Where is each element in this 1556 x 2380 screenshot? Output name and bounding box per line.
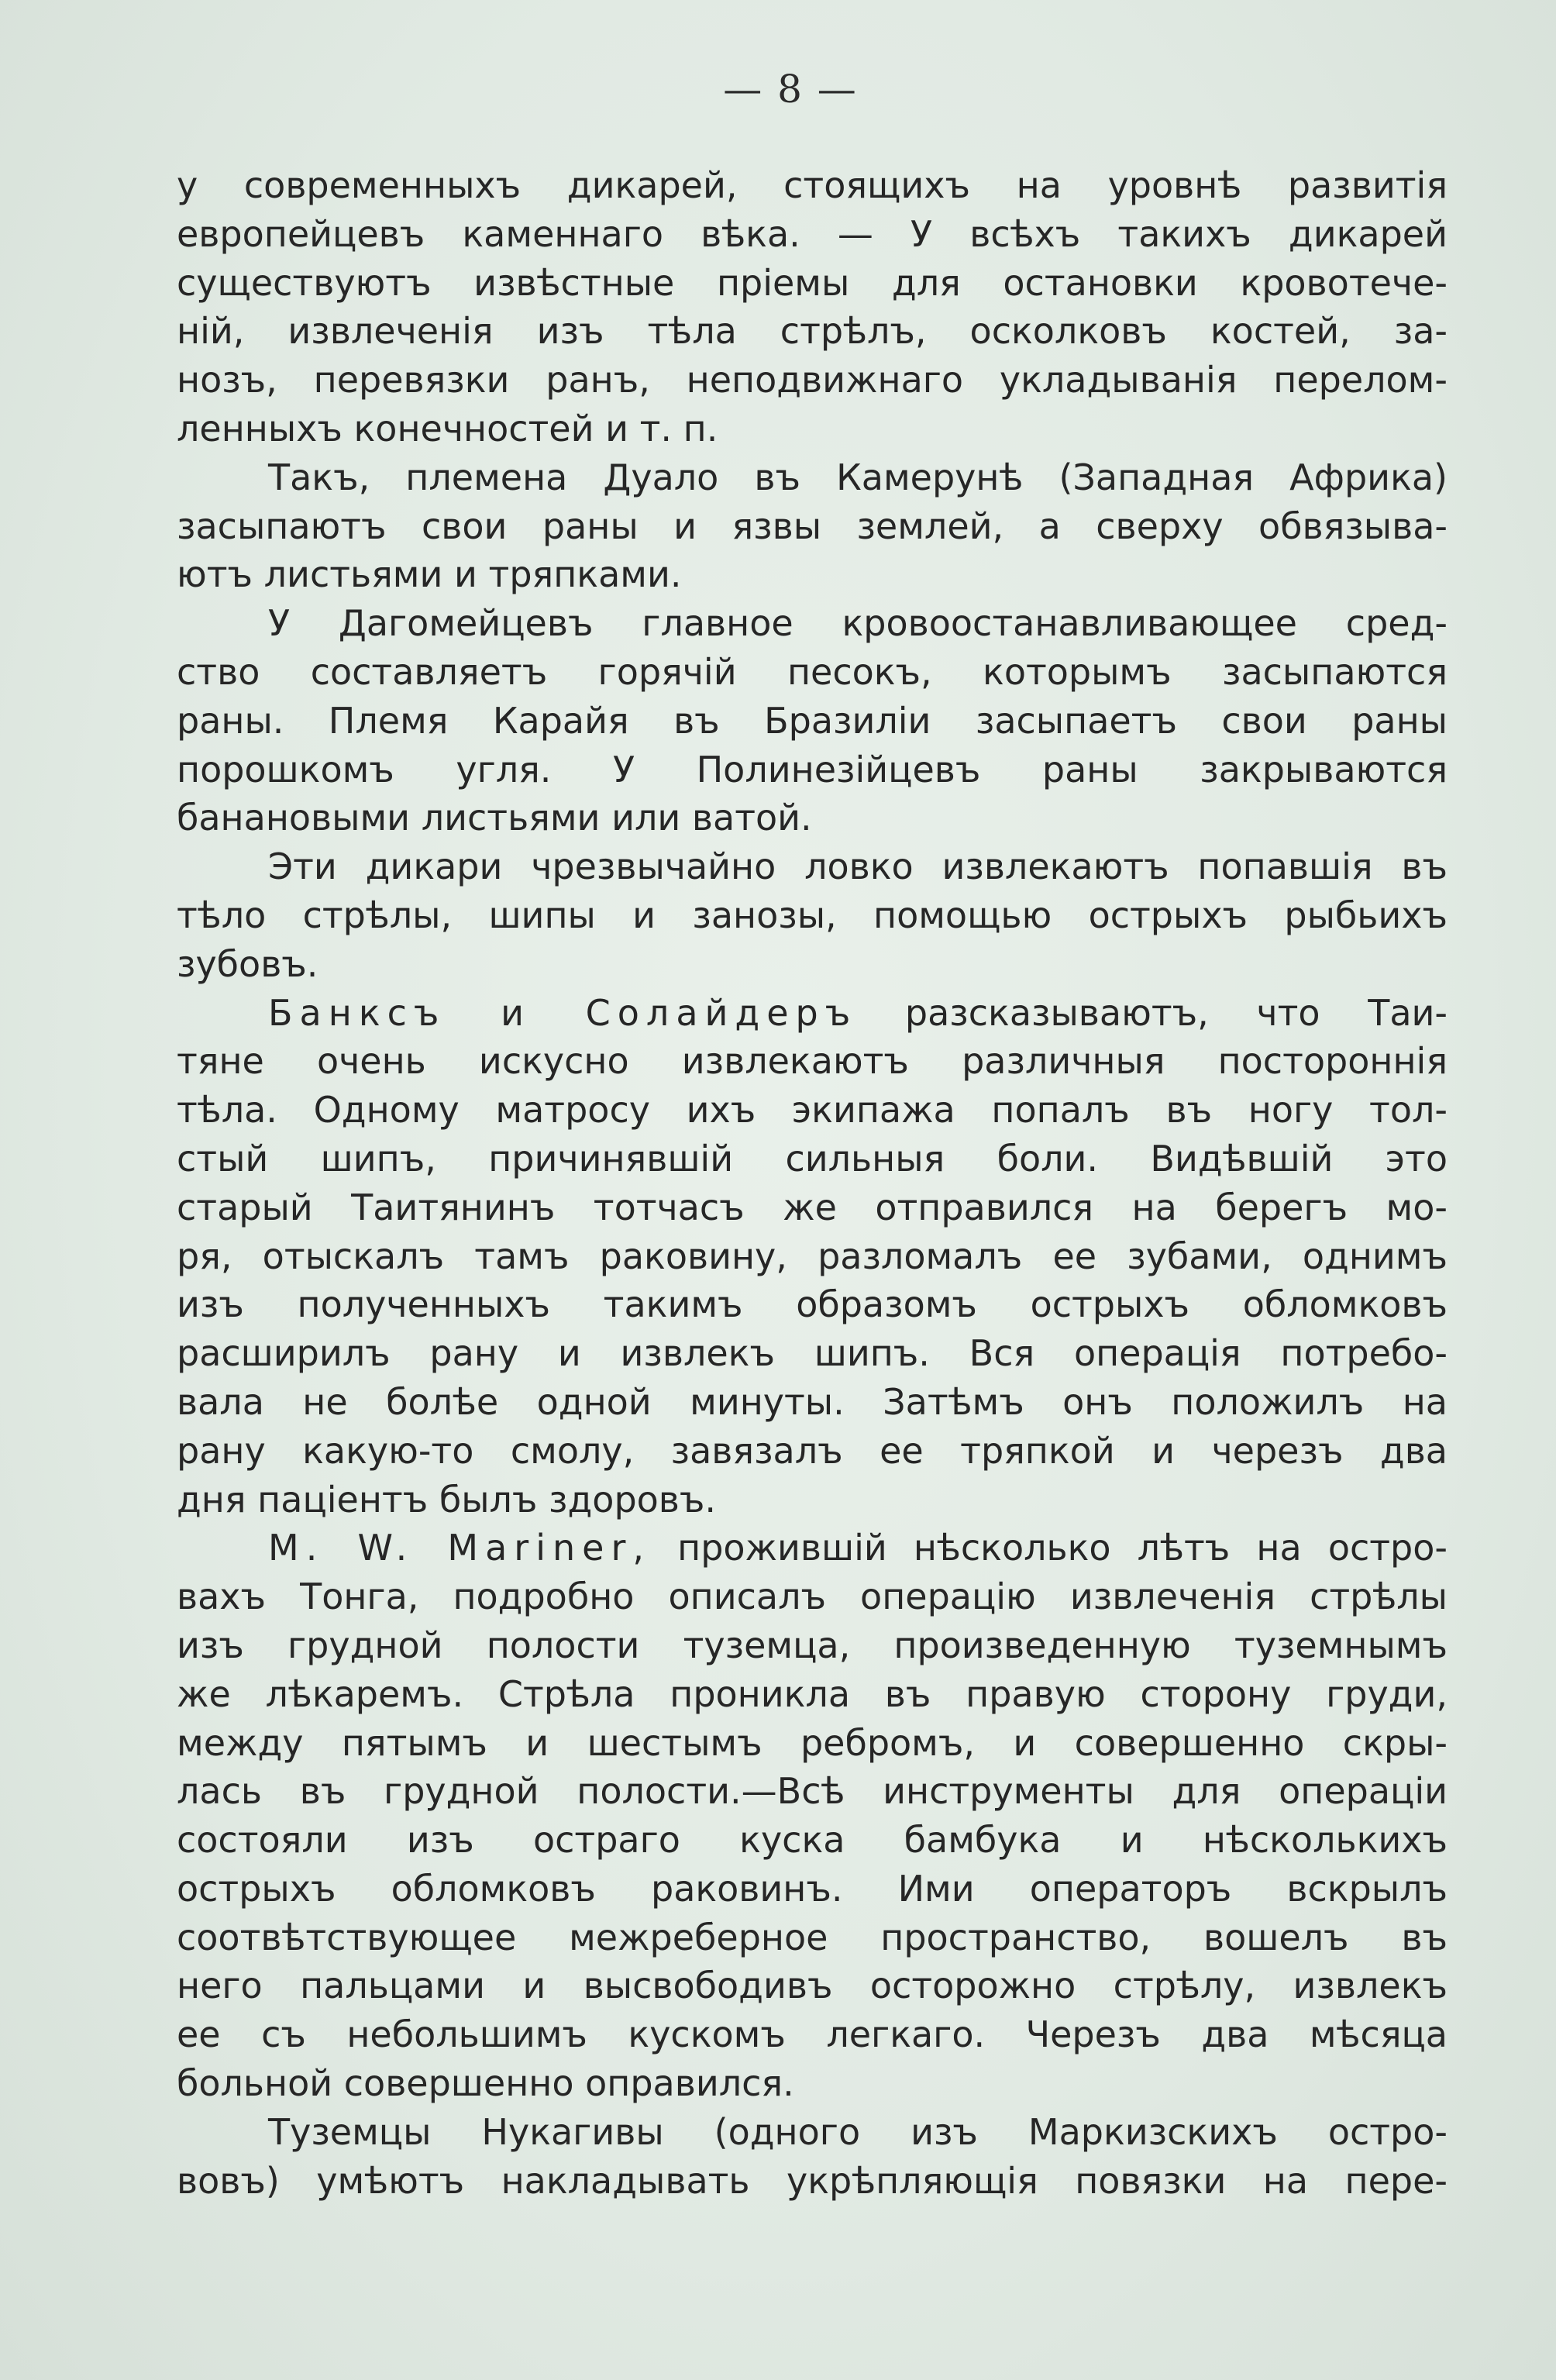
text-line: вала не болѣе одной минуты. Затѣмъ онъ положилъ на xyxy=(177,1380,1448,1423)
text-line: стый шипъ, причинявшій сильныя боли. Видѣвшій это xyxy=(177,1137,1448,1180)
text-line: Такъ, племена Дуало въ Камерунѣ (Западная Африка) xyxy=(268,456,1448,498)
text-line: расширилъ рану и извлекъ шипъ. Вся операція потребо- xyxy=(177,1332,1448,1375)
text-line: старый Таитянинъ тотчасъ же отправился на берегъ мо- xyxy=(177,1186,1448,1228)
paragraph xyxy=(177,161,1448,453)
text-line: тѣло стрѣлы, шипы и занозы, помощью острыхъ рыбьихъ xyxy=(177,894,1448,936)
text-line: засыпаютъ свои раны и язвы землей, а сверху обвязыва- xyxy=(177,505,1448,547)
text-line: ее съ небольшимъ кускомъ легкаго. Черезъ два мѣсяца xyxy=(177,2013,1448,2056)
text-line: У Дагомейцевъ главное кровоостанавливающее сред- xyxy=(268,602,1448,645)
paragraph xyxy=(177,842,1448,988)
paragraph xyxy=(177,599,1448,842)
paragraph xyxy=(177,2108,1448,2206)
text-line xyxy=(177,989,1448,1038)
text-line: него пальцами и высвободивъ осторожно стрѣлу, извлекъ xyxy=(177,1965,1448,2007)
text-line: нозъ, перевязки ранъ, неподвижнаго укладыванія перелом- xyxy=(177,359,1448,401)
spaced-names: Банксъ и Солайдеръ xyxy=(268,991,858,1034)
text-line: у современныхъ дикарей, стоящихъ на уровнѣ развитія xyxy=(177,164,1448,206)
text-line: вовъ) умѣютъ накладывать укрѣпляющія повязки на пере- xyxy=(177,2159,1448,2202)
text-line: зубовъ. xyxy=(177,942,318,985)
text-line: соотвѣтствующее межреберное пространство, вошелъ въ xyxy=(177,1916,1448,1958)
text-line: дня паціентъ былъ здоровъ. xyxy=(177,1478,717,1521)
text-line: острыхъ обломковъ раковинъ. Ими операторъ вскрылъ xyxy=(177,1867,1448,1910)
text-line: изъ грудной полости туземца, произведенную туземнымъ xyxy=(177,1624,1448,1666)
text-line: существуютъ извѣстные пріемы для остановки кровотече- xyxy=(177,261,1448,304)
text-line: изъ полученныхъ такимъ образомъ острыхъ обломковъ xyxy=(177,1283,1448,1326)
text-line: ленныхъ конечностей и т. п. xyxy=(177,407,718,449)
text-line: между пятымъ и шестымъ ребромъ, и совершенно скры- xyxy=(177,1721,1448,1764)
text-line: Туземцы Нукагивы (одного изъ Маркизскихъ остро- xyxy=(268,2110,1448,2153)
paragraph xyxy=(177,1524,1448,2108)
text-line: ря, отыскалъ тамъ раковину, разломалъ ее зубами, однимъ xyxy=(177,1235,1448,1277)
body-text xyxy=(177,161,1448,2205)
text-line: раны. Племя Карайя въ Бразиліи засыпаетъ свои раны xyxy=(177,699,1448,742)
text-line: ство составляетъ горячій песокъ, которымъ засыпаются xyxy=(177,650,1448,693)
text-line: европейцевъ каменнаго вѣка. — У всѣхъ такихъ дикарей xyxy=(177,212,1448,255)
text-line: тѣла. Одному матросу ихъ экипажа попалъ въ ногу тол- xyxy=(177,1089,1448,1131)
text-line: порошкомъ угля. У Полинезійцевъ раны закрываются xyxy=(177,748,1448,790)
paragraph xyxy=(177,989,1448,1524)
text-line: Эти дикари чрезвычайно ловко извлекаютъ попавшія въ xyxy=(268,846,1448,888)
spaced-author-name: M. W. Mariner, xyxy=(268,1527,651,1569)
text-line: вахъ Тонга, подробно описалъ операцію извлеченія стрѣлы xyxy=(177,1576,1448,1618)
text-line xyxy=(177,1524,1448,1572)
text-line: больной совершенно оправился. xyxy=(177,2062,794,2105)
text-fragment: прожившій нѣсколько лѣтъ на остро- xyxy=(677,1527,1448,1569)
text-line: состояли изъ остраго куска бамбука и нѣсколькихъ xyxy=(177,1819,1448,1862)
text-line: тяне очень искусно извлекаютъ различныя постороннія xyxy=(177,1040,1448,1083)
text-line: банановыми листьями или ватой. xyxy=(177,797,812,839)
text-line: ній, извлеченія изъ тѣла стрѣлъ, осколковъ костей, за- xyxy=(177,310,1448,353)
text-fragment: разсказываютъ, что Таи- xyxy=(904,991,1448,1034)
text-line: лась въ грудной полости.—Всѣ инструменты для операціи xyxy=(177,1770,1448,1813)
text-line: рану какую-то смолу, завязалъ ее тряпкой и черезъ два xyxy=(177,1429,1448,1472)
text-line: же лѣкаремъ. Стрѣла проникла въ правую сторону груди, xyxy=(177,1672,1448,1715)
text-line: ютъ листьями и тряпками. xyxy=(177,553,682,596)
page-number: — 8 — xyxy=(723,67,858,112)
paragraph xyxy=(177,453,1448,599)
